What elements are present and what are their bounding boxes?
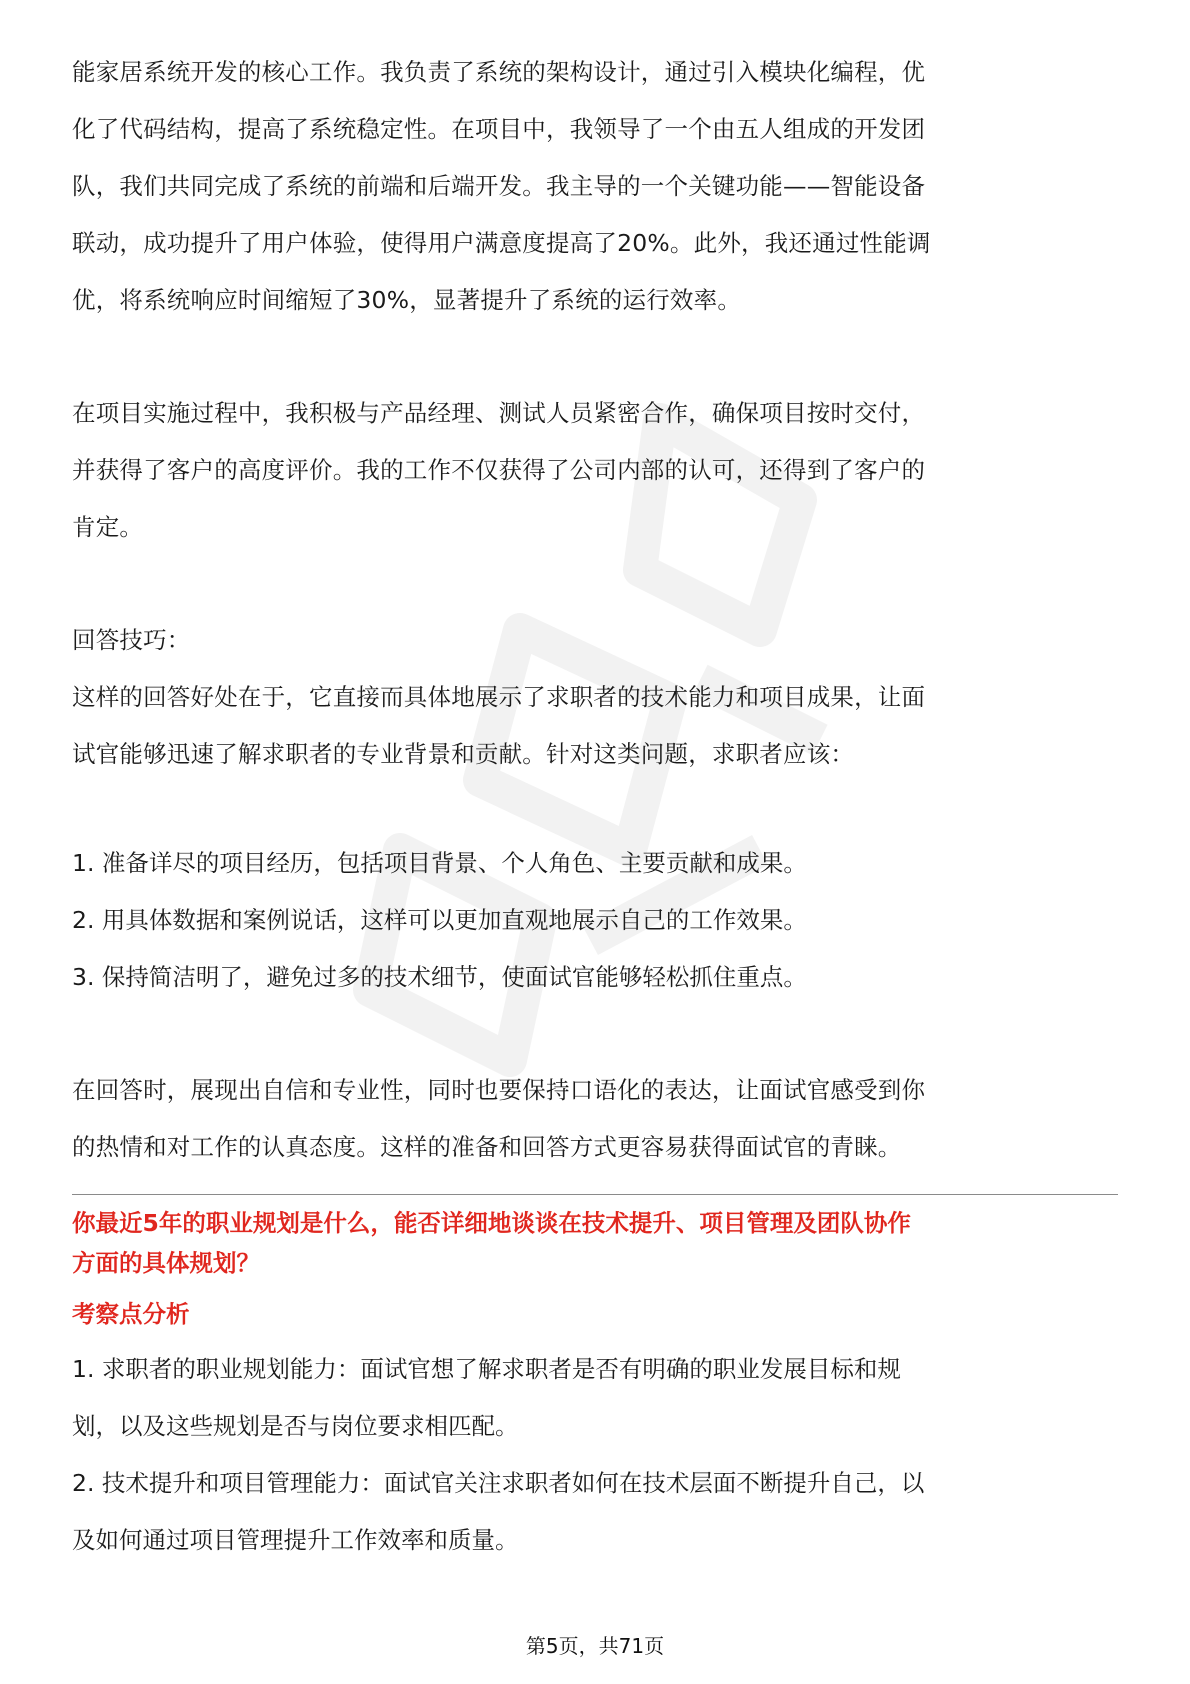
text-line: 试官能够迅速了解求职者的专业背景和贡献。针对这类问题，求职者应该： <box>72 740 855 768</box>
text-line: 联动，成功提升了用户体验，使得用户满意度提高了20%。此外，我还通过性能调 <box>72 229 931 257</box>
text-line: 并获得了客户的高度评价。我的工作不仅获得了公司内部的认可，还得到了客户的 <box>72 456 926 484</box>
list-item: 2. 技术提升和项目管理能力：面试官关注求职者如何在技术层面不断提升自己，以 <box>72 1469 925 1497</box>
question-heading <box>72 1203 1118 1283</box>
analysis-heading: 考察点分析 <box>72 1300 190 1328</box>
tips-paragraph <box>72 669 1118 783</box>
list-item: 2. 用具体数据和案例说话，这样可以更加直观地展示自己的工作效果。 <box>72 906 807 934</box>
text-line: 队，我们共同完成了系统的前端和后端开发。我主导的一个关键功能——智能设备 <box>72 172 926 200</box>
question-line: 你最近5年的职业规划是什么，能否详细地谈谈在技术提升、项目管理及团队协作 <box>72 1209 911 1237</box>
tips-heading: 回答技巧： <box>72 626 191 654</box>
list-item: 1. 求职者的职业规划能力：面试官想了解求职者是否有明确的职业发展目标和规 <box>72 1355 901 1383</box>
cooperation-paragraph <box>72 385 1118 556</box>
list-item: 1. 准备详尽的项目经历，包括项目背景、个人角色、主要贡献和成果。 <box>72 849 807 877</box>
text-line: 优，将系统响应时间缩短了30%，显著提升了系统的运行效率。 <box>72 286 742 314</box>
text-line: 这样的回答好处在于，它直接而具体地展示了求职者的技术能力和项目成果，让面 <box>72 683 926 711</box>
closing-paragraph <box>72 1062 1118 1176</box>
text-line: 肯定。 <box>72 513 144 541</box>
list-item: 3. 保持简洁明了，避免过多的技术细节，使面试官能够轻松抓住重点。 <box>72 963 807 991</box>
page-footer: 第5页，共71页 <box>525 1634 665 1658</box>
list-item: 划，以及这些规划是否与岗位要求相匹配。 <box>72 1412 519 1440</box>
list-item: 及如何通过项目管理提升工作效率和质量。 <box>72 1526 519 1554</box>
section-divider <box>72 1194 1118 1195</box>
tips-list <box>72 835 1118 1006</box>
analysis-list <box>72 1341 1118 1569</box>
document-content <box>72 44 1118 1569</box>
text-line: 能家居系统开发的核心工作。我负责了系统的架构设计，通过引入模块化编程，优 <box>72 58 926 86</box>
question-line: 方面的具体规划？ <box>72 1249 260 1277</box>
text-line: 化了代码结构，提高了系统稳定性。在项目中，我领导了一个由五人组成的开发团 <box>72 115 926 143</box>
text-line: 在项目实施过程中，我积极与产品经理、测试人员紧密合作，确保项目按时交付， <box>72 399 926 427</box>
text-line: 在回答时，展现出自信和专业性，同时也要保持口语化的表达，让面试官感受到你 <box>72 1076 926 1104</box>
text-line: 的热情和对工作的认真态度。这样的准备和回答方式更容易获得面试官的青睐。 <box>72 1133 902 1161</box>
intro-paragraph <box>72 44 1118 329</box>
